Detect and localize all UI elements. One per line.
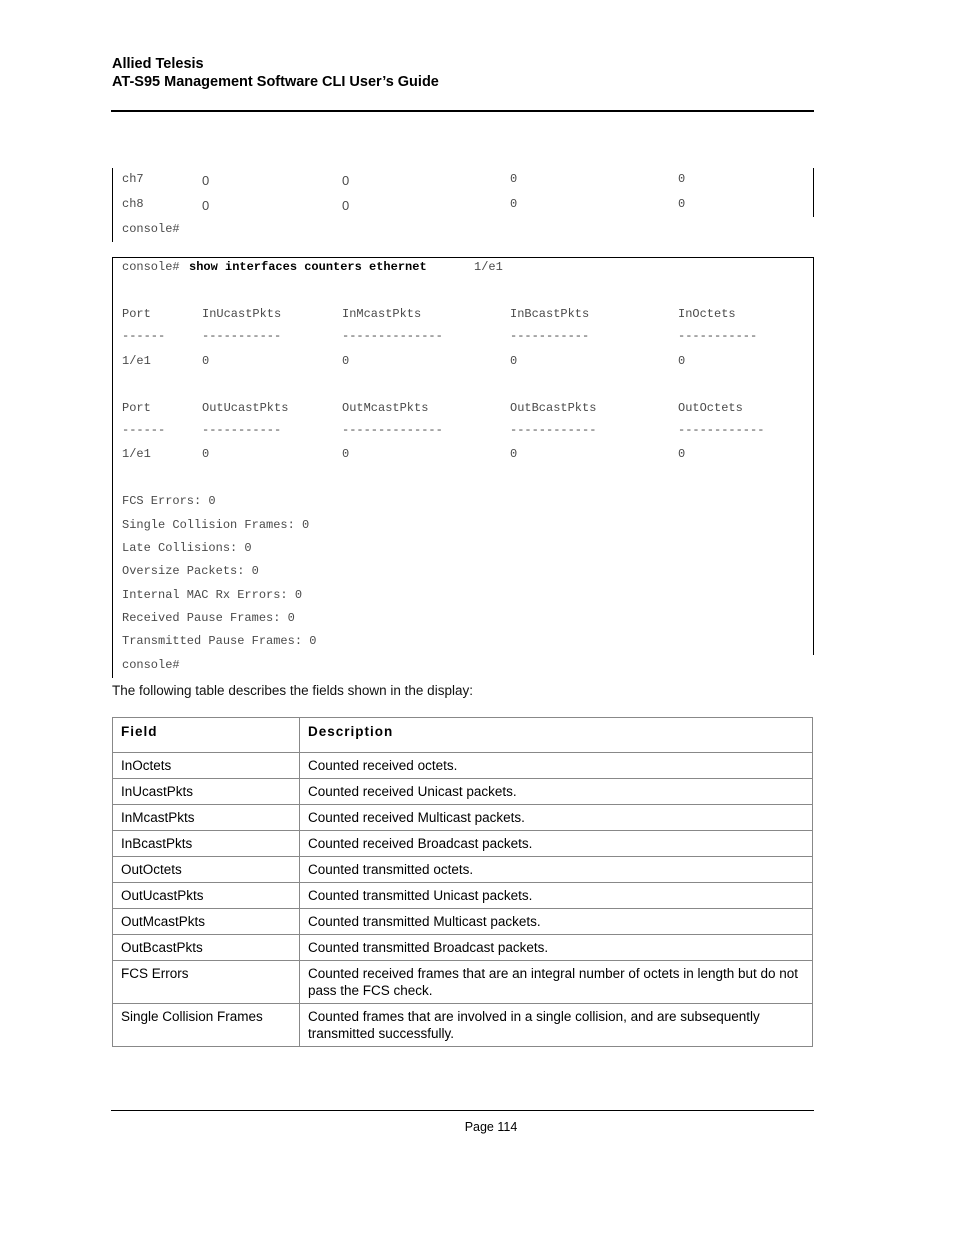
table-row [113, 1004, 813, 1047]
value-cell: 0 [202, 447, 210, 461]
dash-separator: ----------- [678, 329, 758, 343]
description-cell: Counted transmitted Broadcast packets. [300, 935, 813, 961]
cell: 0 [202, 173, 210, 188]
table-row [113, 753, 813, 779]
in-values-row [112, 354, 814, 374]
continued-output-block [112, 168, 814, 242]
page-header [112, 55, 814, 91]
description-cell: Counted frames that are involved in a single collision, and are subsequently transmitted successfully. [300, 1004, 813, 1047]
value-cell: 0 [678, 447, 686, 461]
dash-separator: ----------- [202, 423, 282, 437]
stat-line [112, 518, 814, 538]
col-header: Port [122, 307, 151, 321]
description-cell: Counted transmitted Unicast packets. [300, 883, 813, 909]
col-header: InUcastPkts [202, 307, 282, 321]
table-row [113, 883, 813, 909]
dash-separator: ------------ [510, 423, 597, 437]
stat-text: Single Collision Frames: 0 [122, 518, 310, 532]
stat-line [112, 564, 814, 584]
command-argument: 1/e1 [474, 260, 503, 274]
value-cell: 0 [342, 354, 350, 368]
page-number: Page 114 [464, 1120, 518, 1134]
cell: 0 [678, 197, 686, 211]
field-cell: InMcastPkts [113, 805, 300, 831]
field-cell: OutBcastPkts [113, 935, 300, 961]
console-prompt: console# [122, 260, 180, 274]
description-cell: Counted received Multicast packets. [300, 805, 813, 831]
company-name: Allied Telesis [112, 56, 204, 72]
out-header-row [112, 401, 814, 421]
output-row-ch8 [112, 197, 814, 217]
dash-separator: ------ [122, 423, 166, 437]
field-cell: OutUcastPkts [113, 883, 300, 909]
cell: 0 [510, 197, 518, 211]
value-cell: 0 [510, 447, 518, 461]
col-header: OutUcastPkts [202, 401, 289, 415]
stat-line [112, 588, 814, 608]
field-cell: InUcastPkts [113, 779, 300, 805]
description-cell: Counted received Broadcast packets. [300, 831, 813, 857]
cell: ch7 [122, 172, 144, 186]
table-row [113, 909, 813, 935]
field-cell: Single Collision Frames [113, 1004, 300, 1047]
description-cell: Counted transmitted Multicast packets. [300, 909, 813, 935]
dash-separator: ------------ [678, 423, 765, 437]
col-header: InMcastPkts [342, 307, 422, 321]
cell: 0 [342, 173, 350, 188]
value-cell: 1/e1 [122, 447, 151, 461]
output-row-ch7 [112, 172, 814, 192]
table-header-row [113, 718, 813, 753]
cell: 0 [678, 172, 686, 186]
top-border [112, 257, 814, 258]
cell: ch8 [122, 197, 144, 211]
console-prompt: console# [122, 222, 180, 236]
table-row [113, 779, 813, 805]
stat-text: Internal MAC Rx Errors: 0 [122, 588, 303, 602]
description-column-header: Description [300, 718, 813, 753]
prompt-row [112, 222, 814, 242]
command-output-block [112, 257, 814, 678]
stat-line [112, 541, 814, 561]
stat-text: FCS Errors: 0 [122, 494, 216, 508]
page-footer [0, 1120, 954, 1134]
dash-separator: ------ [122, 329, 166, 343]
field-cell: FCS Errors [113, 961, 300, 1004]
stat-line [112, 634, 814, 654]
value-cell: 0 [510, 354, 518, 368]
stat-line [112, 611, 814, 631]
col-header: OutBcastPkts [510, 401, 597, 415]
cell: 0 [342, 198, 350, 213]
stat-text: Transmitted Pause Frames: 0 [122, 634, 317, 648]
col-header: InOctets [678, 307, 736, 321]
table-row [113, 961, 813, 1004]
field-cell: OutMcastPkts [113, 909, 300, 935]
dash-separator: ----------- [202, 329, 282, 343]
field-column-header: Field [113, 718, 300, 753]
stat-line [112, 494, 814, 514]
col-header: OutOctets [678, 401, 743, 415]
stat-text: Received Pause Frames: 0 [122, 611, 295, 625]
guide-title: AT-S95 Management Software CLI User’s Guide [112, 74, 439, 90]
value-cell: 0 [202, 354, 210, 368]
stat-text: Oversize Packets: 0 [122, 564, 259, 578]
col-header: OutMcastPkts [342, 401, 429, 415]
header-divider [111, 110, 814, 112]
description-cell: Counted received frames that are an integral number of octets in length but do not pass the FCS check. [300, 961, 813, 1004]
command-line [112, 260, 814, 280]
field-description-table [112, 717, 813, 1047]
table-row [113, 805, 813, 831]
value-cell: 0 [342, 447, 350, 461]
cell: 0 [510, 172, 518, 186]
dash-separator: -------------- [342, 423, 443, 437]
table-row [113, 857, 813, 883]
field-cell: OutOctets [113, 857, 300, 883]
col-header: InBcastPkts [510, 307, 590, 321]
cell: 0 [202, 198, 210, 213]
table-row [113, 831, 813, 857]
dash-separator: -------------- [342, 329, 443, 343]
value-cell: 0 [678, 354, 686, 368]
prompt-row [112, 658, 814, 678]
footer-divider [111, 1110, 814, 1111]
console-prompt: console# [122, 658, 180, 672]
description-cell: Counted transmitted octets. [300, 857, 813, 883]
out-dashes-row [112, 423, 814, 443]
command-text: show interfaces counters ethernet [189, 260, 427, 274]
field-cell: InOctets [113, 753, 300, 779]
field-cell: InBcastPkts [113, 831, 300, 857]
out-values-row [112, 447, 814, 467]
in-dashes-row [112, 329, 814, 349]
dash-separator: ----------- [510, 329, 590, 343]
in-header-row [112, 307, 814, 327]
col-header: Port [122, 401, 151, 415]
stat-text: Late Collisions: 0 [122, 541, 252, 555]
value-cell: 1/e1 [122, 354, 151, 368]
description-cell: Counted received Unicast packets. [300, 779, 813, 805]
table-row [113, 935, 813, 961]
table-intro-text: The following table describes the fields shown in the display: [112, 683, 473, 698]
description-cell: Counted received octets. [300, 753, 813, 779]
